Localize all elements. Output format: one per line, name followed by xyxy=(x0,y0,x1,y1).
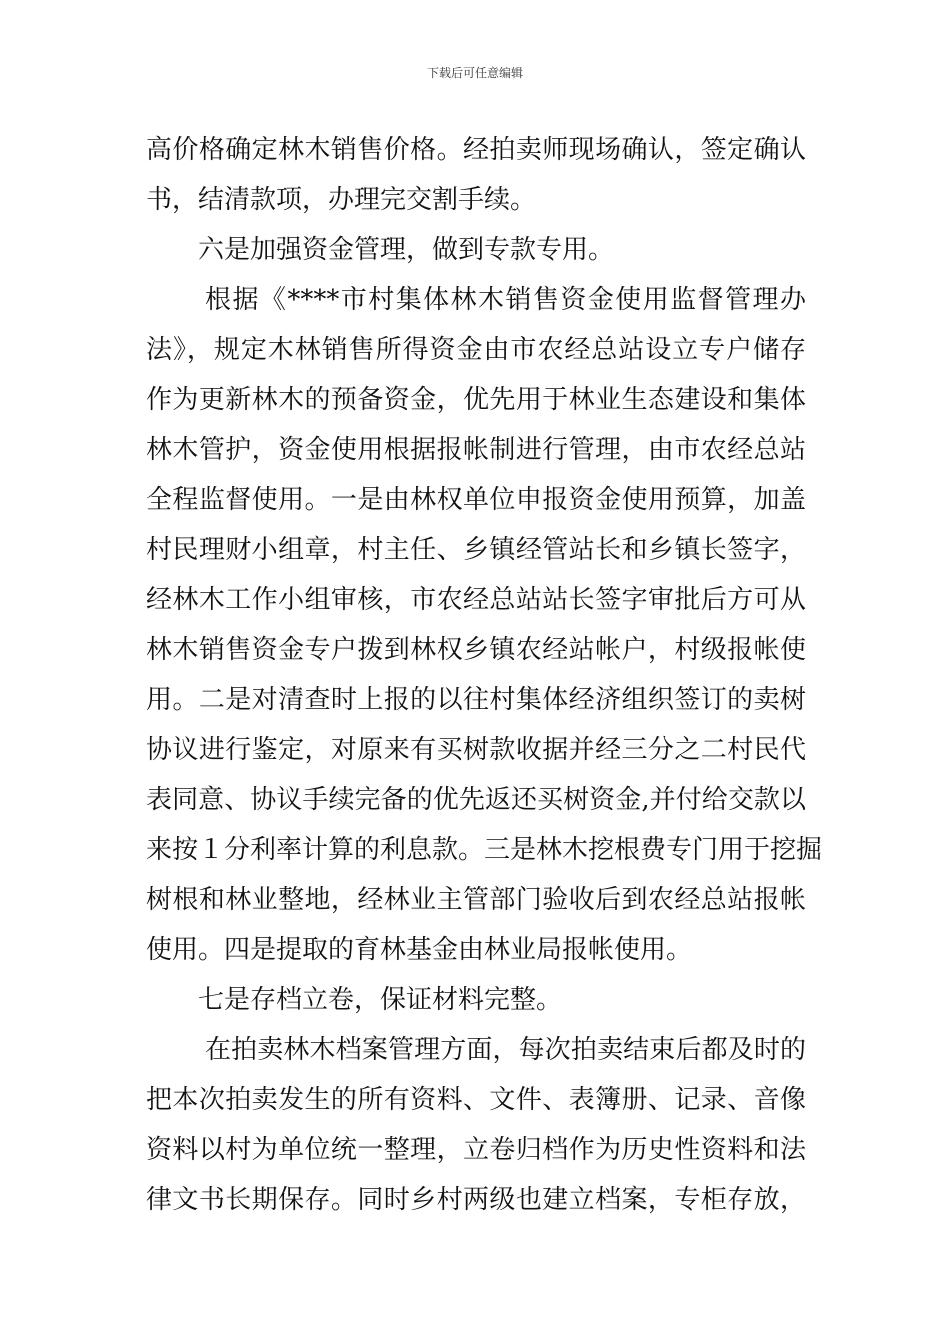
text-line: 村民理财小组章，村主任、乡镇经管站长和乡镇长签字， xyxy=(146,535,806,565)
text-line: 林木销售资金专户拨到林权乡镇农经站帐户，村级报帐使 xyxy=(146,635,806,665)
text-line: 根据《****市村集体林木销售资金使用监督管理办 xyxy=(205,285,806,315)
text-line: 用。二是对清查时上报的以往村集体经济组织签订的卖树 xyxy=(146,685,806,715)
text-line: 林木管护，资金使用根据报帐制进行管理，由市农经总站 xyxy=(146,435,806,465)
text-line: 把本次拍卖发生的所有资料、文件、表簿册、记录、音像 xyxy=(146,1085,806,1115)
text-line: 书，结清款项，办理完交割手续。 xyxy=(146,185,537,215)
page-header: 下载后可任意编辑 xyxy=(426,66,523,80)
section-heading: 七是存档立卷，保证材料完整。 xyxy=(198,985,563,1015)
text-line: 树根和林业整地，经林业主管部门验收后到农经总站报帐 xyxy=(146,885,806,915)
text-line: 高价格确定林木销售价格。经拍卖师现场确认，签定确认 xyxy=(146,135,806,165)
text-line: 使用。四是提取的育林基金由林业局报帐使用。 xyxy=(146,935,693,965)
text-line: 协议进行鉴定，对原来有买树款收据并经三分之二村民代 xyxy=(146,735,806,765)
text-line: 律文书长期保存。同时乡村两级也建立档案，专柜存放， xyxy=(146,1185,806,1215)
text-line: 经林木工作小组审核，市农经总站站长签字审批后方可从 xyxy=(146,585,806,615)
text-line: 作为更新林木的预备资金，优先用于林业生态建设和集体 xyxy=(146,385,806,415)
text-line: 全程监督使用。一是由林权单位申报资金使用预算，加盖 xyxy=(146,485,806,515)
text-line: 表同意、协议手续完备的优先返还买树资金,并付给交款以 xyxy=(146,785,806,815)
section-heading: 六是加强资金管理，做到专款专用。 xyxy=(198,235,615,265)
text-line: 在拍卖林木档案管理方面，每次拍卖结束后都及时的 xyxy=(205,1035,806,1065)
text-line: 法》，规定木林销售所得资金由市农经总站设立专户储存 xyxy=(146,335,806,365)
text-line: 来按１分利率计算的利息款。三是林木挖根费专门用于挖掘 xyxy=(146,835,823,865)
text-line: 资料以村为单位统一整理，立卷归档作为历史性资料和法 xyxy=(146,1135,806,1165)
